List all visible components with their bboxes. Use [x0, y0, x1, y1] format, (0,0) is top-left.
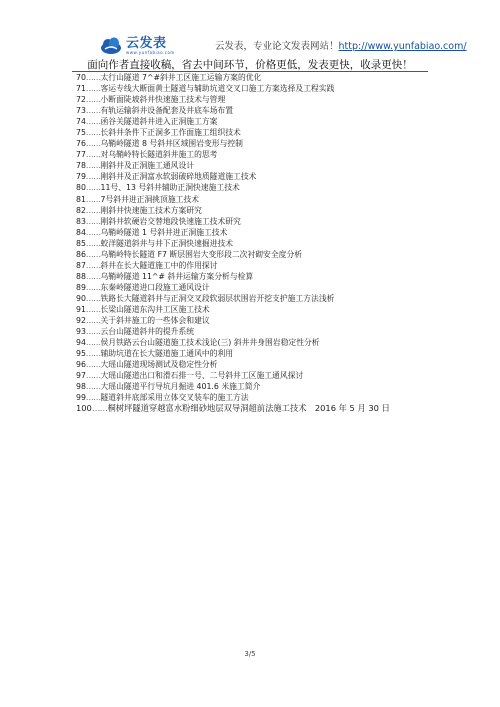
item-title: 7号斜井进正洞挑顶施工技术 — [100, 194, 200, 204]
item-number: 80 — [76, 183, 86, 193]
item-title: 桐树坪隧道穿越富水粉细砂地层双导洞超前法施工技术 2016 年 5 月 30 日 — [107, 403, 390, 414]
item-title: 函谷关隧道斜井进入正洞施工方案 — [100, 117, 218, 127]
item-number: 96 — [76, 360, 86, 370]
item-number: 78 — [76, 161, 86, 171]
list-item — [76, 94, 436, 105]
item-title: 蛟洋隧道斜井与井下正洞快速掘进技术 — [100, 238, 234, 248]
leader-dots: …… — [85, 282, 101, 292]
item-title: 关于斜井施工的一些体会和建议 — [100, 316, 210, 326]
item-number: 70 — [76, 73, 86, 82]
page-number: 3/5 — [244, 650, 256, 658]
item-number: 75 — [76, 128, 86, 138]
item-number: 77 — [76, 150, 86, 160]
leader-dots: …… — [85, 95, 101, 105]
item-number: 83 — [76, 216, 86, 226]
list-item — [76, 271, 436, 282]
leader-dots: …… — [85, 304, 101, 314]
list-item — [76, 293, 436, 304]
list-item — [76, 105, 436, 116]
item-title: 乌鞘岭特长隧道 F7 断层围岩大变形段二次衬砌安全度分析 — [100, 249, 303, 259]
leader-dots: …… — [91, 403, 108, 414]
item-number: 82 — [76, 205, 86, 215]
list-item — [76, 182, 436, 193]
leader-dots: …… — [85, 106, 101, 116]
leader-dots: …… — [85, 139, 101, 149]
leader-dots: …… — [85, 172, 101, 182]
logo[interactable] — [100, 32, 212, 60]
list-item — [76, 315, 436, 326]
site-link[interactable]: http://www.yunfabiao.com/ — [338, 41, 467, 52]
list-item — [76, 83, 436, 94]
item-title: 刚斜井及正洞施工通风设计 — [100, 161, 195, 171]
leader-dots: …… — [85, 183, 101, 193]
leader-dots: …… — [85, 249, 101, 259]
item-title: 刚斜井软硬岩交替地段快速施工技术研究 — [100, 216, 241, 226]
item-title: 刚斜井及正洞富水软弱破碎地质隧道施工技术 — [100, 172, 257, 182]
leader-dots: …… — [85, 117, 101, 127]
leader-dots: …… — [85, 260, 101, 270]
list-item — [76, 138, 436, 149]
item-number: 76 — [76, 139, 86, 149]
cloud-logo-icon — [100, 35, 122, 57]
list-item — [76, 326, 436, 337]
item-title: 长斜井条件下正洞多工作面施工组织技术 — [100, 128, 241, 138]
item-number: 85 — [76, 238, 86, 248]
list-item — [76, 337, 436, 348]
item-number: 81 — [76, 194, 86, 204]
list-item — [76, 359, 436, 370]
leader-dots: …… — [85, 371, 101, 381]
item-number: 87 — [76, 260, 86, 270]
item-number: 88 — [76, 271, 86, 281]
logo-text: 云发表 — [126, 36, 167, 51]
item-number: 90 — [76, 293, 86, 303]
item-number: 100 — [76, 403, 92, 414]
item-title: 大瑶山隧道现场测试及稳定性分析 — [100, 360, 218, 370]
leader-dots: …… — [85, 327, 101, 337]
leader-dots: …… — [85, 73, 101, 82]
leader-dots: …… — [85, 316, 101, 326]
list-item — [76, 392, 436, 403]
list-item — [76, 260, 436, 271]
item-title: 乌鞘岭隧道 11^# 斜井运输方案分析与检算 — [100, 271, 254, 281]
list-item — [76, 160, 436, 171]
item-title: 侯月铁路云台山隧道施工技术浅论(三) 斜井井身围岩稳定性分析 — [100, 338, 320, 348]
list-item — [76, 116, 436, 127]
item-title: 太行山隧道 7^#斜井工区施工运输方案的优化 — [100, 73, 262, 82]
list-item — [76, 171, 436, 182]
logo-subtext: www.yunfabiao.com — [126, 50, 175, 55]
list-item — [76, 149, 436, 160]
item-title: 11号、13 号斜井辅助正洞快速施工技术 — [100, 183, 240, 193]
list-item — [76, 304, 436, 315]
item-title: 有轨运输斜井设备配套及井底车场布置 — [100, 106, 234, 116]
leader-dots: …… — [85, 271, 101, 281]
leader-dots: …… — [85, 238, 101, 248]
item-number: 73 — [76, 106, 86, 116]
list-item — [76, 72, 436, 83]
item-number: 84 — [76, 227, 86, 237]
list-item — [76, 348, 436, 359]
leader-dots: …… — [85, 360, 101, 370]
list-item — [76, 370, 436, 381]
leader-dots: …… — [85, 382, 101, 392]
item-number: 95 — [76, 349, 86, 359]
leader-dots: …… — [85, 338, 101, 348]
list-item — [76, 194, 436, 205]
list-item — [76, 282, 436, 293]
item-title: 客运专线大断面黄土隧道与辅助坑道交叉口施工方案选择及工程实践 — [100, 84, 335, 94]
tagline-text: 云发表，专业论文发表网站！ — [215, 41, 339, 52]
list-item — [76, 127, 436, 138]
list-item — [76, 238, 436, 249]
tagline — [215, 38, 467, 52]
leader-dots: …… — [85, 205, 101, 215]
leader-dots: …… — [85, 84, 101, 94]
list-item — [76, 381, 436, 392]
item-number: 93 — [76, 327, 86, 337]
leader-dots: …… — [85, 194, 101, 204]
item-number: 91 — [76, 304, 86, 314]
item-number: 79 — [76, 172, 86, 182]
item-number: 89 — [76, 282, 86, 292]
item-number: 71 — [76, 84, 86, 94]
leader-dots: …… — [85, 161, 101, 171]
item-title: 辅助坑道在长大隧道施工通风中的利用 — [100, 349, 234, 359]
item-title: 对乌鞘岭特长隧道斜井施工的思考 — [100, 150, 218, 160]
list-item — [76, 249, 436, 260]
list-item — [76, 216, 436, 227]
item-title: 乌鞘岭隧道 8 号斜井区域围岩变形与控制 — [100, 139, 243, 149]
item-title: 乌鞘岭隧道 1 号斜井进正洞施工技术 — [100, 227, 228, 237]
item-title: 铁路长大隧道斜井与正洞交叉段软弱层状围岩开挖支护施工方法浅析 — [100, 293, 335, 303]
leader-dots: …… — [85, 128, 101, 138]
item-number: 92 — [76, 316, 86, 326]
leader-dots: …… — [85, 227, 101, 237]
list-item — [76, 205, 436, 216]
item-number: 99 — [76, 393, 86, 403]
item-title: 大瑶山隧道出口和滑石排一号、二号斜井工区施工通风探讨 — [100, 371, 304, 381]
item-title: 隧道斜井底部采用立体交叉装车的施工方法 — [100, 393, 249, 403]
item-number: 94 — [76, 338, 86, 348]
item-title: 长梁山隧道东沟井工区施工技术 — [100, 304, 210, 314]
leader-dots: …… — [85, 393, 101, 403]
item-number: 86 — [76, 249, 86, 259]
leader-dots: …… — [85, 216, 101, 226]
list-item — [76, 403, 436, 414]
reference-list — [76, 72, 436, 414]
leader-dots: …… — [85, 293, 101, 303]
item-number: 97 — [76, 371, 86, 381]
slogan: 面向作者直接收稿，省去中间环节，价格更低，发表更快，收录更快！ — [87, 59, 413, 71]
leader-dots: …… — [85, 150, 101, 160]
item-number: 74 — [76, 117, 86, 127]
item-number: 72 — [76, 95, 86, 105]
item-title: 大瑶山隧道平行导坑月掘进 401.6 米施工简介 — [100, 382, 261, 392]
list-item — [76, 227, 436, 238]
item-title: 云台山隧道斜井的提升系统 — [100, 327, 195, 337]
item-title: 斜井在长大隧道施工中的作用探讨 — [100, 260, 218, 270]
leader-dots: …… — [85, 349, 101, 359]
item-title: 东秦岭隧道进口段施工通风设计 — [100, 282, 210, 292]
item-number: 98 — [76, 382, 86, 392]
item-title: 刚斜井快速施工技术方案研究 — [100, 205, 202, 215]
item-title: 小断面陡坡斜井快速施工技术与管理 — [100, 95, 226, 105]
